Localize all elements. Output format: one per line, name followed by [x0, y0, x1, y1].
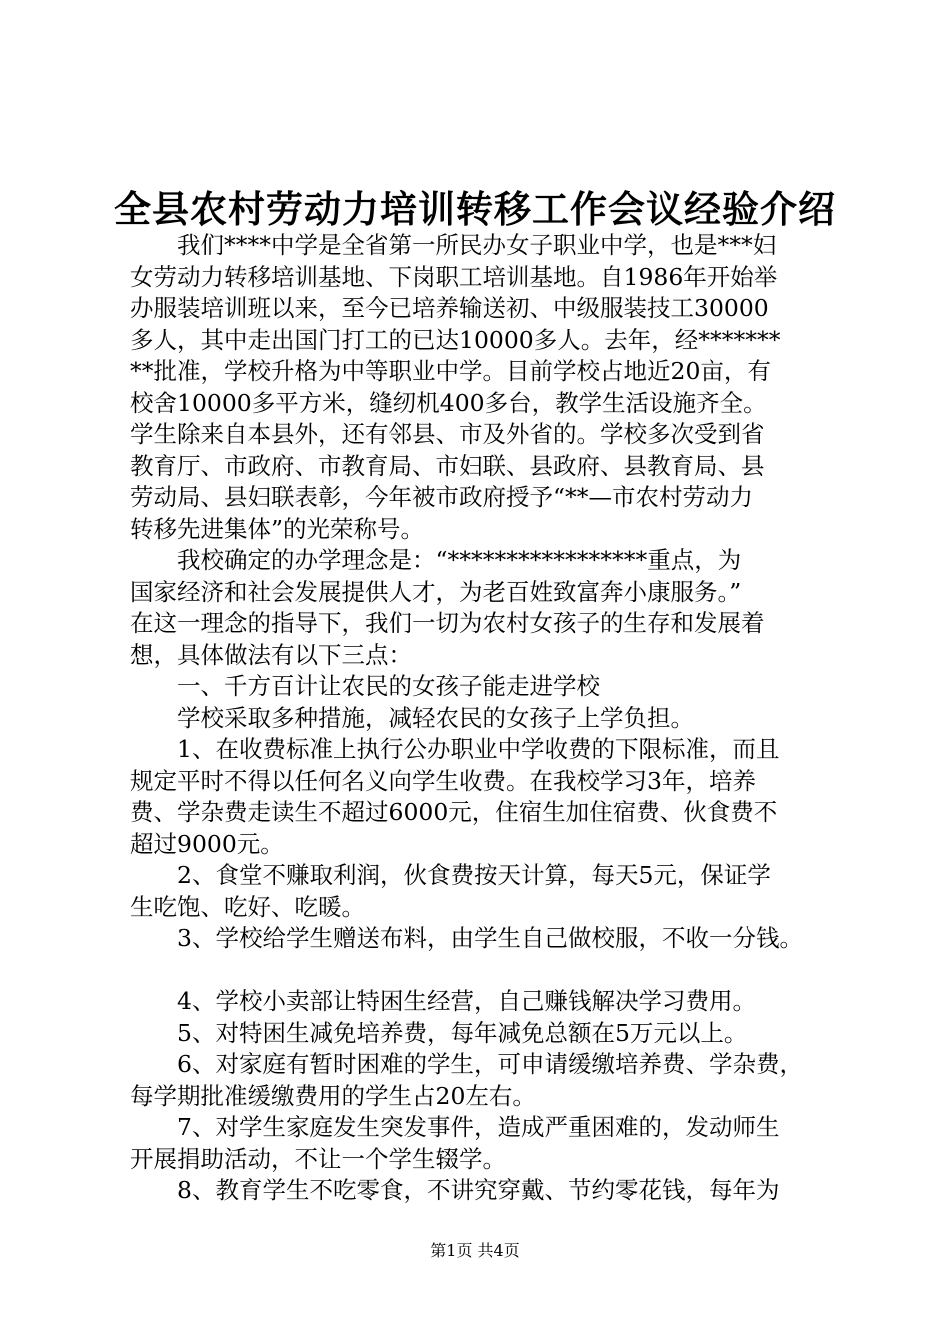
body-line: 校舍10000多平方米，缝纫机400多台，教学生活设施齐全。: [130, 388, 767, 417]
section-heading: 一、千方百计让农民的女孩子能走进学校: [130, 672, 600, 700]
body-line: 办服装培训班以来，至今已培养输送初、中级服装技工30000: [130, 294, 769, 322]
body-line: 劳动局、县妇联表彰，今年被市政府授予“**—市农村劳动力: [130, 483, 754, 511]
list-item: 3、学校给学生赠送布料，由学生自己做校服，不收一分钱。: [130, 924, 803, 952]
body-line: 费、学杂费走读生不超过6000元，住宿生加住宿费、伙食费不: [130, 798, 778, 826]
list-item: 8、教育学生不吃零食，不讲究穿戴、节约零花钱，每年为: [130, 1176, 780, 1204]
body-line: 我们****中学是全省第一所民办女子职业中学，也是***妇: [130, 231, 777, 259]
body-line: 开展捐助活动，不让一个学生辍学。: [130, 1144, 506, 1173]
body-line: 超过9000元。: [130, 829, 284, 858]
list-item: 4、学校小卖部让特困生经营，自己赚钱解决学习费用。: [130, 987, 756, 1015]
body-line: 规定平时不得以任何名义向学生收费。在我校学习3年，培养: [130, 766, 756, 795]
page-footer: 第1页 共4页: [430, 1241, 520, 1260]
list-item: 6、对家庭有暂时困难的学生，可申请缓缴培养费、学杂费，: [130, 1050, 803, 1078]
document-title: 全县农村劳动力培训转移工作会议经验介绍: [114, 187, 836, 231]
body-line: 我校确定的办学理念是：“*****************重点，为: [130, 546, 742, 574]
list-item: 1、在收费标准上执行公办职业中学收费的下限标准，而且: [130, 735, 780, 763]
list-item: 5、对特困生减免培养费，每年减免总额在5万元以上。: [130, 1018, 748, 1047]
body-line: 在这一理念的指导下，我们一切为农村女孩子的生存和发展着: [130, 609, 765, 637]
list-item: 7、对学生家庭发生突发事件，造成严重困难的，发动师生: [130, 1113, 780, 1141]
body-line: 教育厅、市政府、市教育局、市妇联、县政府、县教育局、县: [130, 451, 765, 480]
document-body: [130, 230, 830, 1207]
body-line: 学校采取多种措施，减轻农民的女孩子上学负担。: [130, 703, 694, 732]
body-line: 想，具体做法有以下三点：: [130, 640, 412, 669]
body-line: 转移先进集体”的光荣称号。: [130, 514, 425, 543]
body-line: 女劳动力转移培训基地、下岗职工培训基地。自1986年开始举: [130, 262, 778, 291]
body-line: 生吃饱、吃好、吃暖。: [130, 892, 365, 921]
body-line: 多人，其中走出国门打工的已达10000多人。去年，经*******: [130, 325, 781, 354]
body-line: **批准，学校升格为中等职业中学。目前学校占地近20亩，有: [130, 357, 771, 385]
body-line: 每学期批准缓缴费用的学生占20左右。: [130, 1081, 536, 1110]
blank-line: [130, 955, 830, 987]
body-line: 国家经济和社会发展提供人才，为老百姓致富奔小康服务。”: [130, 577, 742, 606]
list-item: 2、食堂不赚取利润，伙食费按天计算，每天5元，保证学: [130, 861, 771, 889]
body-line: 学生除来自本县外，还有邻县、市及外省的。学校多次受到省: [130, 420, 765, 448]
